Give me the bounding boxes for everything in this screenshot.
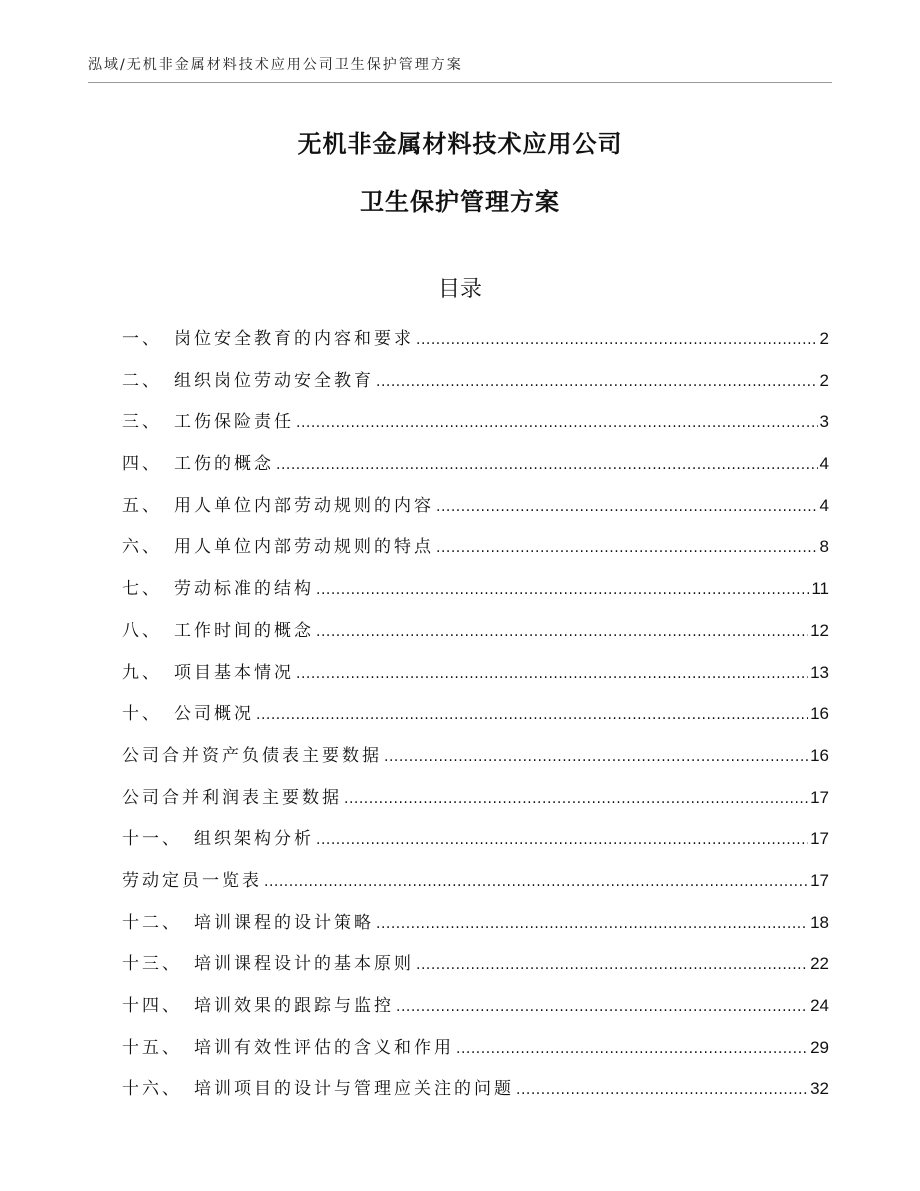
toc-entry-label: 培训课程设计的基本原则 [194,954,414,975]
toc-entry-label: 公司概况 [174,704,254,725]
dot-leader [456,1038,808,1058]
dot-leader [296,663,808,683]
toc-entry-number: 十四、 [122,996,182,1016]
toc-entry-label: 劳动标准的结构 [174,579,314,600]
toc-entry-label: 培训有效性评估的含义和作用 [194,1037,454,1058]
toc-entry-page: 3 [819,412,829,432]
toc-entry-page: 17 [810,829,829,849]
toc-entry-number: 九、 [122,662,162,683]
toc-entry-label: 劳动定员一览表 [122,870,262,891]
toc-entry[interactable] [122,991,829,1033]
toc-entry[interactable] [122,1033,829,1075]
dot-leader [416,329,818,349]
toc-entry[interactable] [122,949,829,991]
toc-entry-page: 16 [810,745,829,765]
toc-entry-page: 2 [819,370,829,390]
toc-entry-number: 十三、 [122,954,182,975]
toc-entry-page: 4 [819,495,829,515]
toc-entry-number: 七、 [122,579,162,600]
toc-entry-page: 4 [819,454,829,474]
toc-entry-number: 十六、 [122,1079,182,1100]
dot-leader [296,412,818,432]
dot-leader [316,621,808,641]
toc-entry-page: 17 [810,787,829,807]
toc-entry-label: 组织岗位劳动安全教育 [174,370,374,391]
dot-leader [276,454,818,474]
toc-entry-number: 一、 [122,329,162,349]
toc-entry-label: 培训项目的设计与管理应关注的问题 [194,1079,514,1100]
toc-entry[interactable] [122,699,829,741]
toc-entry-label: 工作时间的概念 [174,620,314,641]
toc-entry[interactable] [122,824,829,866]
toc-entry-number: 十二、 [122,912,182,933]
toc-entry[interactable] [122,407,829,449]
dot-leader [436,496,818,516]
dot-leader [516,1079,808,1099]
toc-entry-label: 用人单位内部劳动规则的内容 [174,495,434,516]
dot-leader [376,371,818,391]
header-divider [88,82,832,83]
toc-heading: 目录 [437,277,482,302]
toc-entry-number: 十五、 [122,1037,182,1058]
document-subtitle: 卫生保护管理方案 [360,188,560,216]
toc-entry-label: 岗位安全教育的内容和要求 [174,329,414,349]
toc-entry-page: 8 [819,537,829,557]
toc-entry-number: 八、 [122,620,162,641]
toc-entry[interactable] [122,1074,829,1116]
toc-entry-label: 培训效果的跟踪与监控 [194,996,394,1016]
toc-entry-page: 2 [819,329,829,348]
toc-entry-label: 公司合并资产负债表主要数据 [122,745,382,766]
toc-entry-number: 十、 [122,704,162,725]
toc-entry-label: 项目基本情况 [174,662,294,683]
toc-entry[interactable] [122,741,829,783]
toc-entry-number: 二、 [122,370,162,391]
toc-entry-number: 十一、 [122,829,182,850]
toc-entry-page: 17 [810,870,829,890]
toc-entry-number: 三、 [122,412,162,433]
toc-entry[interactable] [122,324,829,366]
toc-entry[interactable] [122,908,829,950]
toc-entry-number: 五、 [122,495,162,516]
table-of-contents [122,324,829,1116]
toc-entry-label: 培训课程的设计策略 [194,912,374,933]
dot-leader [316,829,808,849]
toc-entry-page: 18 [810,912,829,932]
dot-leader [316,579,809,599]
toc-entry-number: 六、 [122,537,162,558]
toc-entry-label: 公司合并利润表主要数据 [122,787,342,808]
dot-leader [436,537,818,557]
toc-entry[interactable] [122,449,829,491]
dot-leader [416,954,808,974]
toc-entry[interactable] [122,783,829,825]
toc-entry-page: 12 [810,620,829,640]
toc-entry[interactable] [122,574,829,616]
toc-entry-page: 24 [810,996,829,1015]
toc-entry[interactable] [122,616,829,658]
toc-entry-page: 13 [810,662,829,682]
document-title: 无机非金属材料技术应用公司 [297,130,623,158]
toc-entry-page: 32 [810,1079,829,1099]
toc-entry-label: 工伤的概念 [174,454,274,475]
toc-entry-page: 29 [810,1037,829,1057]
page-header: 泓域/无机非金属材料技术应用公司卫生保护管理方案 [88,57,463,73]
toc-entry[interactable] [122,366,829,408]
dot-leader [384,746,808,766]
toc-entry[interactable] [122,866,829,908]
dot-leader [256,704,808,724]
toc-entry-page: 11 [811,579,829,599]
toc-entry-label: 工伤保险责任 [174,412,294,433]
toc-entry[interactable] [122,491,829,533]
dot-leader [376,913,808,933]
toc-entry-page: 22 [810,954,829,974]
toc-entry[interactable] [122,658,829,700]
toc-entry-page: 16 [810,704,829,724]
dot-leader [396,996,808,1016]
toc-entry-label: 组织架构分析 [194,829,314,850]
toc-entry-number: 四、 [122,454,162,475]
toc-entry[interactable] [122,532,829,574]
toc-entry-label: 用人单位内部劳动规则的特点 [174,537,434,558]
dot-leader [344,788,808,808]
dot-leader [264,871,808,891]
